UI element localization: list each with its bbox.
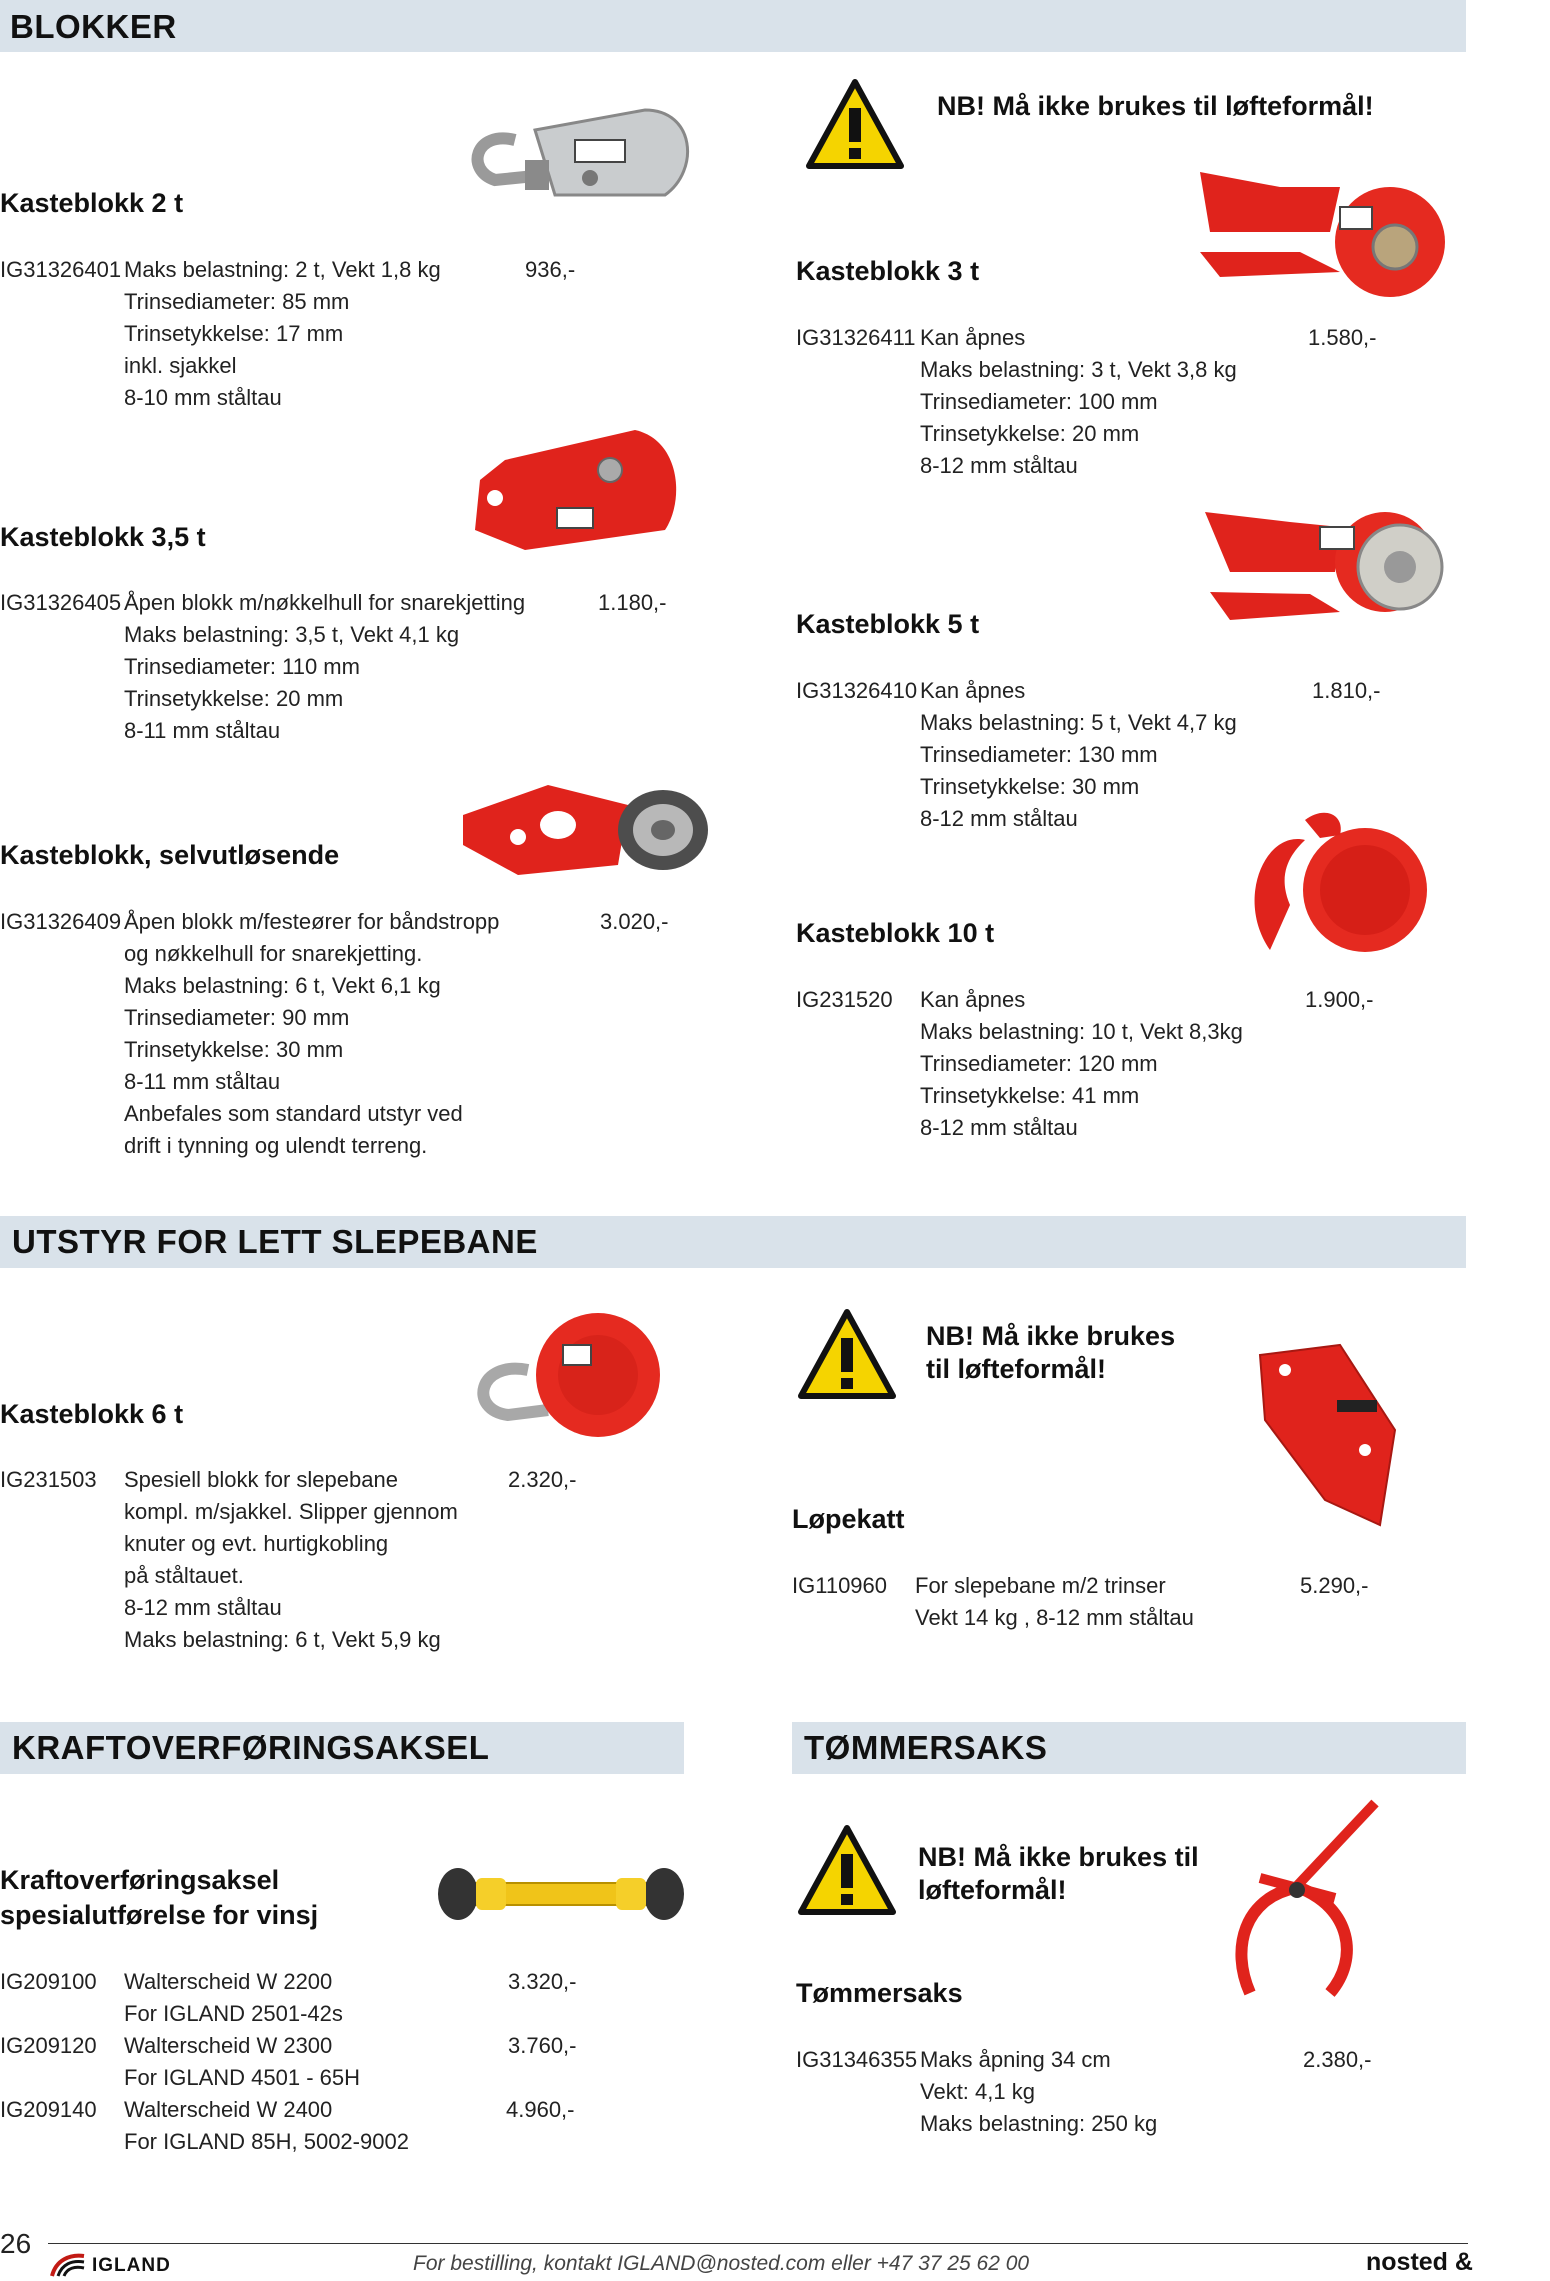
igland-logo-icon [50,2252,86,2278]
warning-text: til løfteformål! [926,1354,1106,1384]
product-title: Kasteblokk 3,5 t [0,522,206,552]
product-spec: Trinsediameter: 130 mm [920,742,1158,767]
product-spec: Trinsediameter: 85 mm [124,289,350,314]
product-spec: For slepebane m/2 trinser [915,1573,1166,1598]
product-spec: 8-12 mm ståltau [124,1595,282,1620]
product-spec: Trinsetykkelse: 41 mm [920,1083,1140,1108]
section-header-blokker [0,0,1466,52]
product-code: IG31326411 [796,325,916,350]
product-spec: Trinsediameter: 120 mm [920,1051,1158,1076]
product-image-kasteblokk-6t [458,1310,683,1445]
warning-text: NB! Må ikke brukes til [918,1842,1199,1872]
product-spec: Trinsetykkelse: 20 mm [920,421,1140,446]
product-title: Kasteblokk 6 t [0,1399,184,1429]
warning-icon [797,1308,897,1400]
product-spec: Maks belastning: 10 t, Vekt 8,3kg [920,1019,1243,1044]
product-price: 3.020,- [600,909,669,934]
product-price: 4.960,- [506,2097,575,2122]
product-code: IG110960 [792,1573,888,1598]
product-code: IG31326410 [796,678,918,703]
product-spec: Anbefales som standard utstyr ved [124,1101,463,1126]
product-spec: Maks belastning: 250 kg [920,2111,1158,2136]
product-code: IG31326401 [0,257,122,282]
product-spec: Maks belastning: 3 t, Vekt 3,8 kg [920,357,1237,382]
product-code: IG231503 [0,1467,97,1492]
brand-logo-text: IGLAND [92,2255,171,2276]
product-price: 1.180,- [598,590,667,615]
warning-text: NB! Må ikke brukes [926,1321,1176,1351]
product-image-kasteblokk-5t [1190,502,1450,637]
product-code: IG31346355 [796,2047,918,2072]
product-spec: drift i tynning og ulendt terreng. [124,1133,428,1158]
product-code: IG31326409 [0,909,122,934]
product-spec: 8-11 mm ståltau [124,1069,281,1094]
product-spec: Maks belastning: 3,5 t, Vekt 4,1 kg [124,622,460,647]
product-title: Kasteblokk 5 t [796,609,980,639]
product-spec: Maks belastning: 6 t, Vekt 6,1 kg [124,973,441,998]
product-price: 5.290,- [1300,1573,1369,1598]
product-title: Kasteblokk, selvutløsende [0,840,340,870]
product-spec: 8-12 mm ståltau [920,1115,1078,1140]
product-spec: Åpen blokk m/festeører for båndstropp [124,909,500,934]
product-spec: Trinsetykkelse: 17 mm [124,321,344,346]
page-number: 26 [0,2228,32,2259]
product-price: 3.760,- [508,2033,577,2058]
product-image-kasteblokk-2t [455,100,705,220]
product-price: 1.900,- [1305,987,1374,1012]
warning-icon [797,1824,897,1916]
product-spec: Walterscheid W 2400 [124,2097,333,2122]
section-header-kraftoverforingsaksel [0,1722,684,1774]
product-spec: For IGLAND 2501-42s [124,2001,343,2026]
product-spec: Kan åpnes [920,678,1026,703]
product-spec: Maks belastning: 6 t, Vekt 5,9 kg [124,1627,441,1652]
product-spec: Trinsetykkelse: 30 mm [920,774,1140,799]
product-spec: inkl. sjakkel [124,353,237,378]
product-title: Kasteblokk 10 t [796,918,995,948]
section-title: BLOKKER [10,8,177,45]
product-code: IG209140 [0,2097,97,2122]
section-title: KRAFTOVERFØRINGSAKSEL [12,1729,490,1766]
footer-divider [48,2243,1468,2244]
product-title: Kasteblokk 3 t [796,256,980,286]
product-spec: Kan åpnes [920,325,1026,350]
section-header-slepebane [0,1216,1466,1268]
product-image-tommersaks [1225,1798,1385,1998]
product-spec: Maks belastning: 2 t, Vekt 1,8 kg [124,257,441,282]
product-image-kraftoverforingsaksel [436,1858,686,1928]
product-price: 936,- [525,257,576,282]
product-title: Tømmersaks [796,1978,963,2008]
product-price: 3.320,- [508,1969,577,1994]
product-spec: 8-11 mm ståltau [124,718,281,743]
warning-text: løfteformål! [918,1875,1067,1905]
product-code: IG209100 [0,1969,97,1994]
product-spec: Maks åpning 34 cm [920,2047,1111,2072]
product-code: IG231520 [796,987,893,1012]
product-price: 1.580,- [1308,325,1377,350]
product-spec: Vekt: 4,1 kg [920,2079,1035,2104]
product-spec: For IGLAND 85H, 5002-9002 [124,2129,409,2154]
product-price: 2.320,- [508,1467,577,1492]
product-spec: Vekt 14 kg , 8-12 mm ståltau [915,1605,1194,1630]
section-header-tommersaks [792,1722,1466,1774]
product-image-lopekatt [1245,1340,1405,1535]
section-title: TØMMERSAKS [804,1729,1048,1766]
nosted-logo: nosted & [1366,2248,1473,2276]
product-spec: Trinsediameter: 90 mm [124,1005,350,1030]
product-price: 1.810,- [1312,678,1381,703]
product-image-kasteblokk-3-5t [465,420,690,558]
product-image-kasteblokk-selvutlosende [458,775,708,885]
product-image-kasteblokk-3t [1190,162,1450,297]
product-spec: på ståltauet. [124,1563,244,1588]
product-title: Løpekatt [792,1504,905,1534]
footer-contact: For bestilling, kontakt IGLAND@nosted.com eller +47 37 25 62 00 [413,2252,1030,2275]
product-spec: Walterscheid W 2200 [124,1969,333,1994]
product-spec: 8-10 mm ståltau [124,385,282,410]
warning-icon [805,78,905,170]
product-spec: Kan åpnes [920,987,1026,1012]
product-spec: Walterscheid W 2300 [124,2033,333,2058]
product-spec: 8-12 mm ståltau [920,806,1078,831]
product-spec: Trinsetykkelse: 30 mm [124,1037,344,1062]
product-image-kasteblokk-10t [1245,810,1445,955]
product-code: IG209120 [0,2033,97,2058]
product-spec: For IGLAND 4501 - 65H [124,2065,360,2090]
warning-text: NB! Må ikke brukes til løfteformål! [937,91,1374,121]
product-spec: og nøkkelhull for snarekjetting. [124,941,423,966]
product-spec: Maks belastning: 5 t, Vekt 4,7 kg [920,710,1237,735]
section-title: UTSTYR FOR LETT SLEPEBANE [12,1223,538,1260]
product-spec: kompl. m/sjakkel. Slipper gjennom [124,1499,458,1524]
product-spec: Trinsediameter: 100 mm [920,389,1158,414]
product-subtitle: spesialutførelse for vinsj [0,1900,319,1930]
product-title: Kasteblokk 2 t [0,188,184,218]
product-spec: knuter og evt. hurtigkobling [124,1531,389,1556]
product-spec: Trinsediameter: 110 mm [124,654,360,679]
product-spec: Trinsetykkelse: 20 mm [124,686,344,711]
product-price: 2.380,- [1303,2047,1372,2072]
product-code: IG31326405 [0,590,122,615]
product-spec: Åpen blokk m/nøkkelhull for snarekjetting [124,590,526,615]
product-spec: 8-12 mm ståltau [920,453,1078,478]
product-spec: Spesiell blokk for slepebane [124,1467,398,1492]
product-title: Kraftoverføringsaksel [0,1865,280,1895]
